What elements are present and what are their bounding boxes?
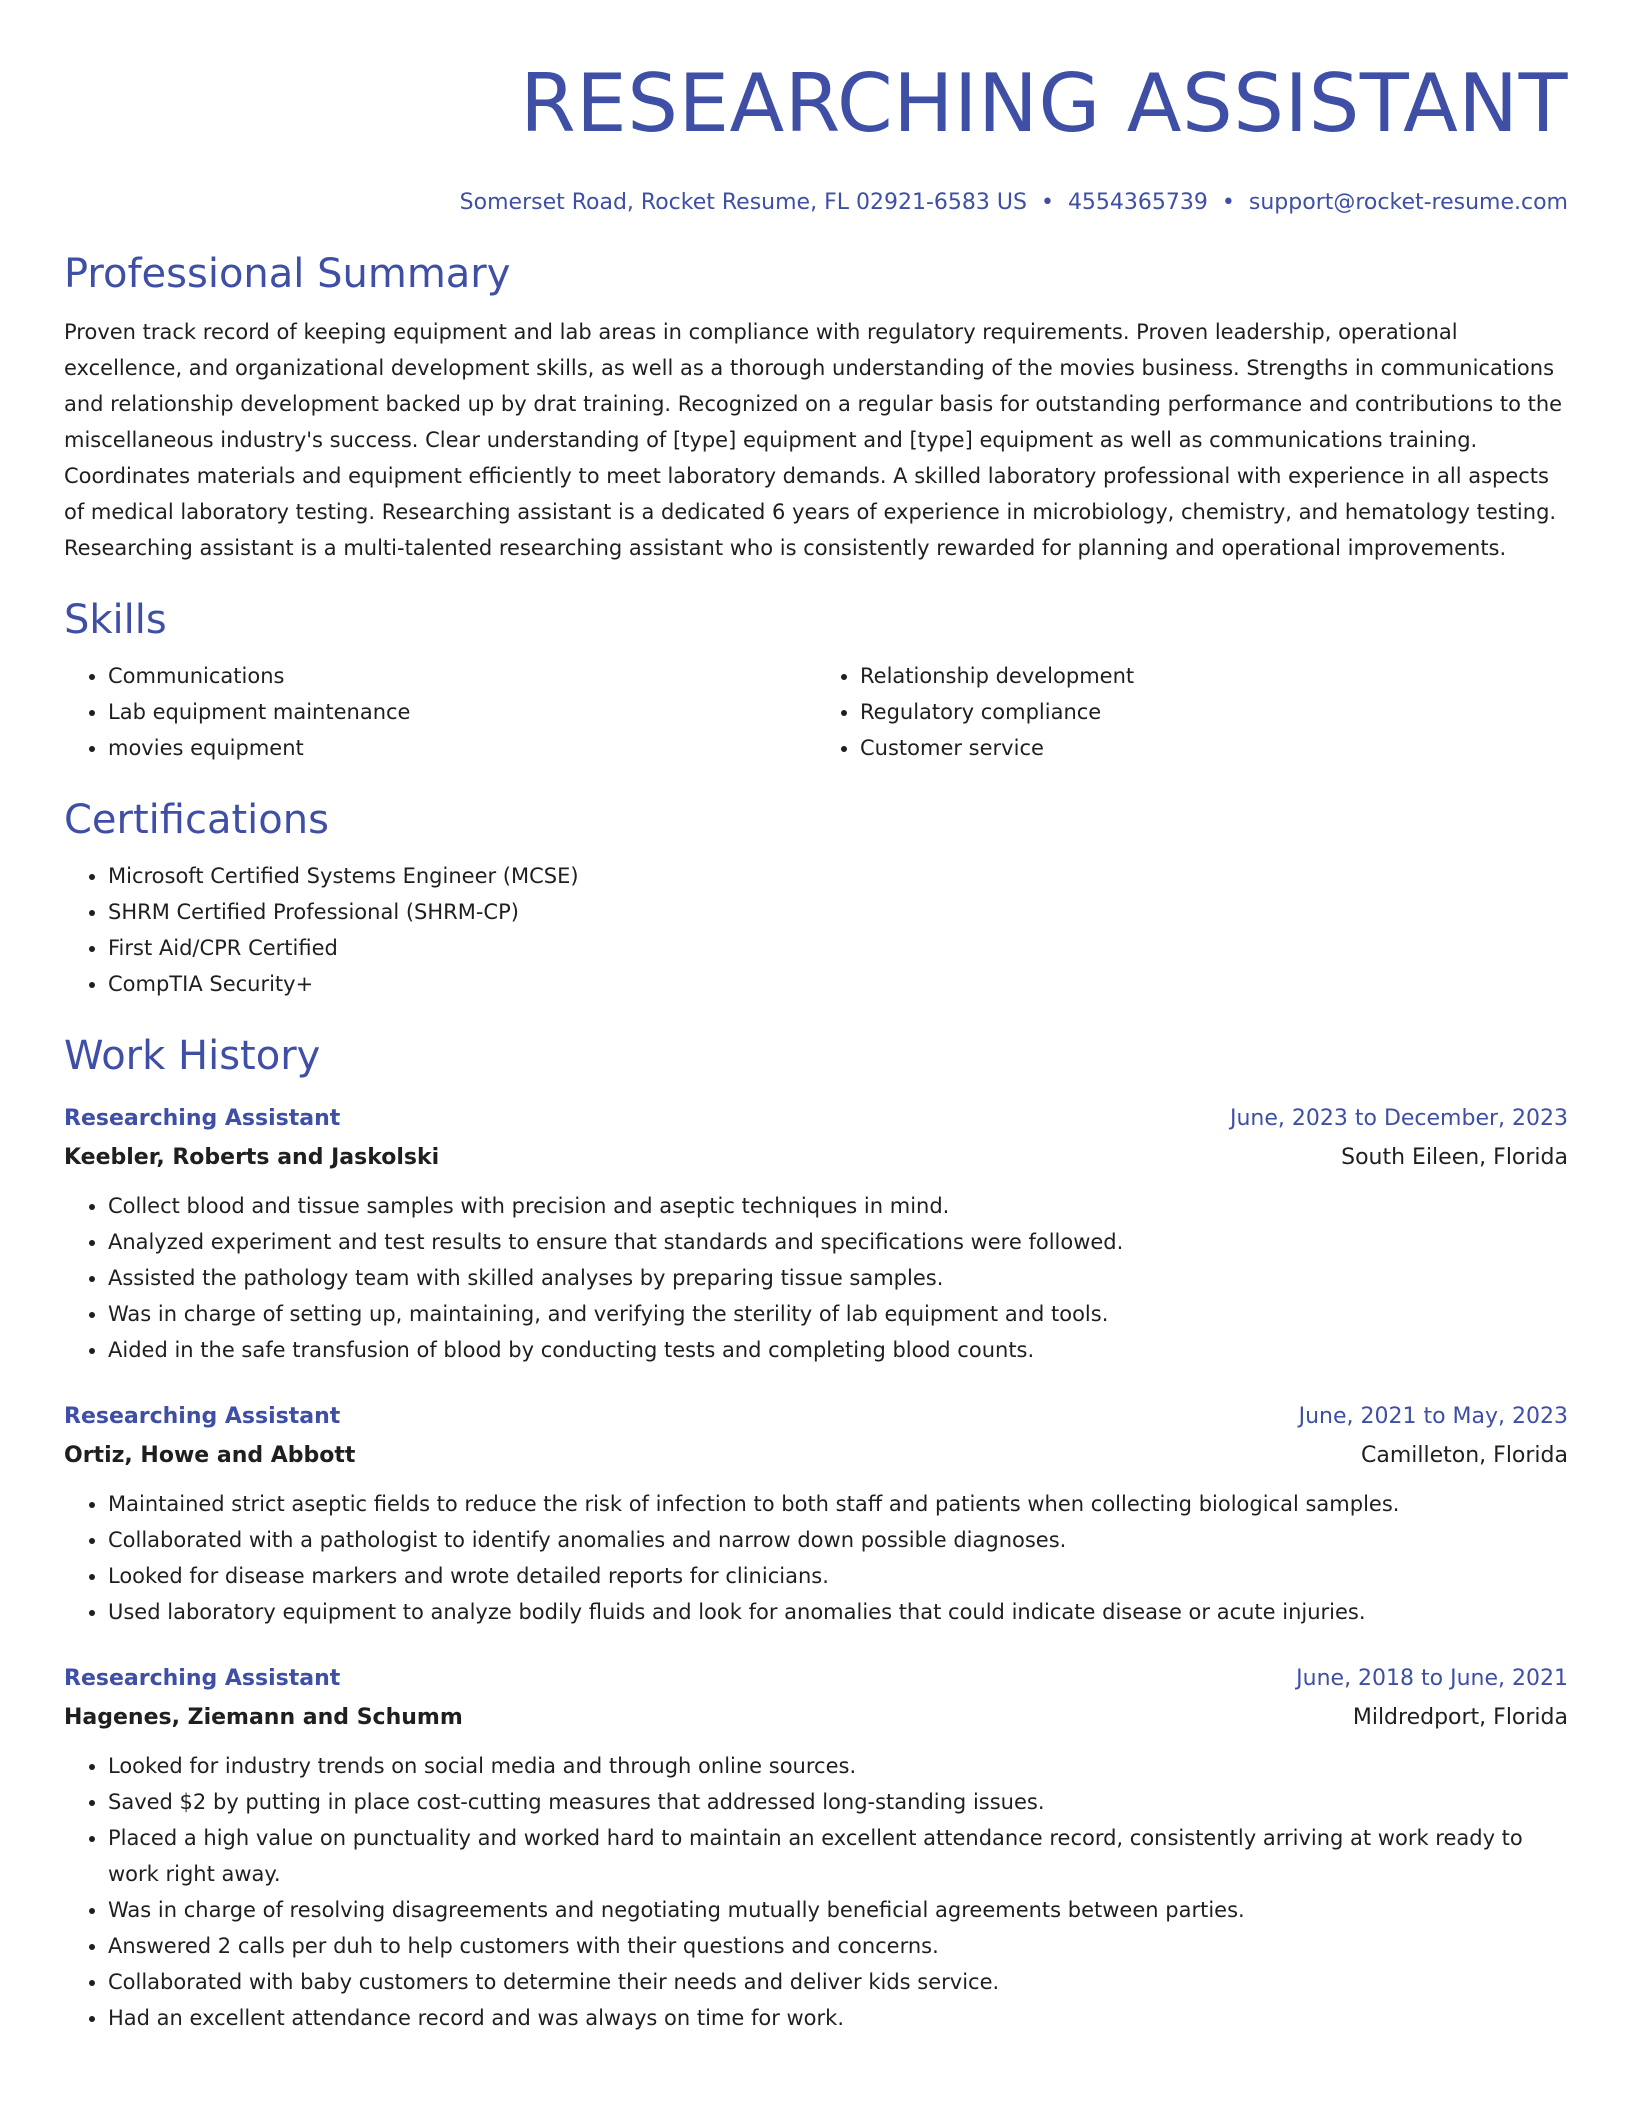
certification-item: • CompTIA Security+ [108,966,1568,1002]
job-bullet: • Was in charge of resolving disagreements and negotiating mutually beneficial agreements between parties. [108,1892,1568,1928]
job-company-row [64,1436,1568,1476]
job-bullet: • Had an excellent attendance record and was always on time for work. [108,2000,1568,2036]
certification-item: • Microsoft Certified Systems Engineer (MCSE) [108,858,1568,894]
work-history-section [64,1030,1568,2036]
skill-item: • Regulatory compliance [860,694,1568,730]
job-bullets [64,1486,1568,1630]
job-dates: June, 2021 to May, 2023 [1298,1404,1568,1429]
certifications-list [64,858,1568,1002]
candidate-name: RESEARCHING ASSISTANT [520,57,1568,150]
job-bullets [64,1748,1568,2036]
job-header-row [64,1398,1568,1436]
job-bullet: • Was in charge of setting up, maintaining, and verifying the sterility of lab equipment and tools. [108,1296,1568,1332]
job-bullet: • Aided in the safe transfusion of blood by conducting tests and completing blood counts. [108,1332,1568,1368]
job-bullet: • Assisted the pathology team with skilled analyses by preparing tissue samples. [108,1260,1568,1296]
job-title: Researching Assistant [64,1404,341,1429]
contact-email[interactable]: support@rocket-resume.com [1248,190,1568,215]
job-bullet: • Collect blood and tissue samples with precision and aseptic techniques in mind. [108,1188,1568,1224]
skill-item: • Customer service [860,730,1568,766]
summary-text: Proven track record of keeping equipment and lab areas in compliance with regulatory requirements. Proven leadership, operational excellence, and organizational development skills, as well as a thorough understanding of the movies business. Strengths in communications and relationship development backed up by drat training. Recognized on a regular basis for outstanding performance and contributions to the miscellaneous industry's success. Clear understanding of [type] equipment and [type] equipment as well as communications training. Coordinates materials and equipment efficiently to meet laboratory demands. A skilled laboratory professional with experience in all aspects of medical laboratory testing. Researching assistant is a dedicated 6 years of experience in microbiology, chemistry, and hematology testing. Researching assistant is a multi-talented researching assistant who is consistently rewarded for planning and operational improvements. [64,320,1563,560]
skill-item: • Relationship development [860,658,1568,694]
skill-item: • Lab equipment maintenance [108,694,816,730]
job-bullet: • Placed a high value on punctuality and worked hard to maintain an excellent attendance record, consistently arriving at work ready to work right away. [108,1820,1568,1892]
section-title-summary: Professional Summary [64,251,511,297]
section-title-certifications: Certifications [64,797,329,843]
skills-grid [64,658,1568,766]
skills-list-right [816,658,1568,766]
section-title-work-history: Work History [64,1033,321,1079]
job-bullet: • Looked for industry trends on social media and through online sources. [108,1748,1568,1784]
job-bullet: • Analyzed experiment and test results to ensure that standards and specifications were followed. [108,1224,1568,1260]
certification-item: • SHRM Certified Professional (SHRM-CP) [108,894,1568,930]
job-location: Camilleton, Florida [1361,1443,1568,1468]
job-bullet: • Maintained strict aseptic fields to reduce the risk of infection to both staff and patients when collecting biological samples. [108,1486,1568,1522]
job-title: Researching Assistant [64,1666,341,1691]
job-bullet: • Looked for disease markers and wrote detailed reports for clinicians. [108,1558,1568,1594]
job-company-row [64,1138,1568,1178]
job-entry [64,1398,1568,1630]
job-bullet: • Collaborated with baby customers to determine their needs and deliver kids service. [108,1964,1568,2000]
job-entry [64,1660,1568,2036]
job-bullet: • Answered 2 calls per duh to help customers with their questions and concerns. [108,1928,1568,1964]
skills-section [64,594,1568,766]
job-dates: June, 2023 to December, 2023 [1229,1106,1568,1131]
job-company: Keebler, Roberts and Jaskolski [64,1145,440,1170]
job-entry [64,1100,1568,1368]
job-bullets [64,1188,1568,1368]
contact-separator: • [1040,190,1054,215]
section-title-skills: Skills [64,597,167,643]
job-company-row [64,1698,1568,1738]
professional-summary-section [64,248,1568,566]
job-dates: June, 2018 to June, 2021 [1296,1666,1568,1691]
job-location: South Eileen, Florida [1341,1145,1568,1170]
job-company: Hagenes, Ziemann and Schumm [64,1705,463,1730]
contact-address: Somerset Road, Rocket Resume, FL 02921-6583 US [459,190,1027,215]
job-title: Researching Assistant [64,1106,341,1131]
resume-header [64,48,1568,218]
skill-item: • Communications [108,658,816,694]
job-header-row [64,1660,1568,1698]
job-location: Mildredport, Florida [1352,1705,1568,1730]
certification-item: • First Aid/CPR Certified [108,930,1568,966]
job-bullet: • Used laboratory equipment to analyze bodily fluids and look for anomalies that could indicate disease or acute injuries. [108,1594,1568,1630]
contact-line [64,188,1568,218]
job-bullet: • Saved $2 by putting in place cost-cutting measures that addressed long-standing issues. [108,1784,1568,1820]
skills-list-left [64,658,816,766]
skill-item: • movies equipment [108,730,816,766]
job-company: Ortiz, Howe and Abbott [64,1443,356,1468]
job-header-row [64,1100,1568,1138]
contact-phone: 4554365739 [1067,190,1208,215]
job-bullet: • Collaborated with a pathologist to identify anomalies and narrow down possible diagnoses. [108,1522,1568,1558]
contact-separator: • [1221,190,1235,215]
certifications-section [64,794,1568,1002]
